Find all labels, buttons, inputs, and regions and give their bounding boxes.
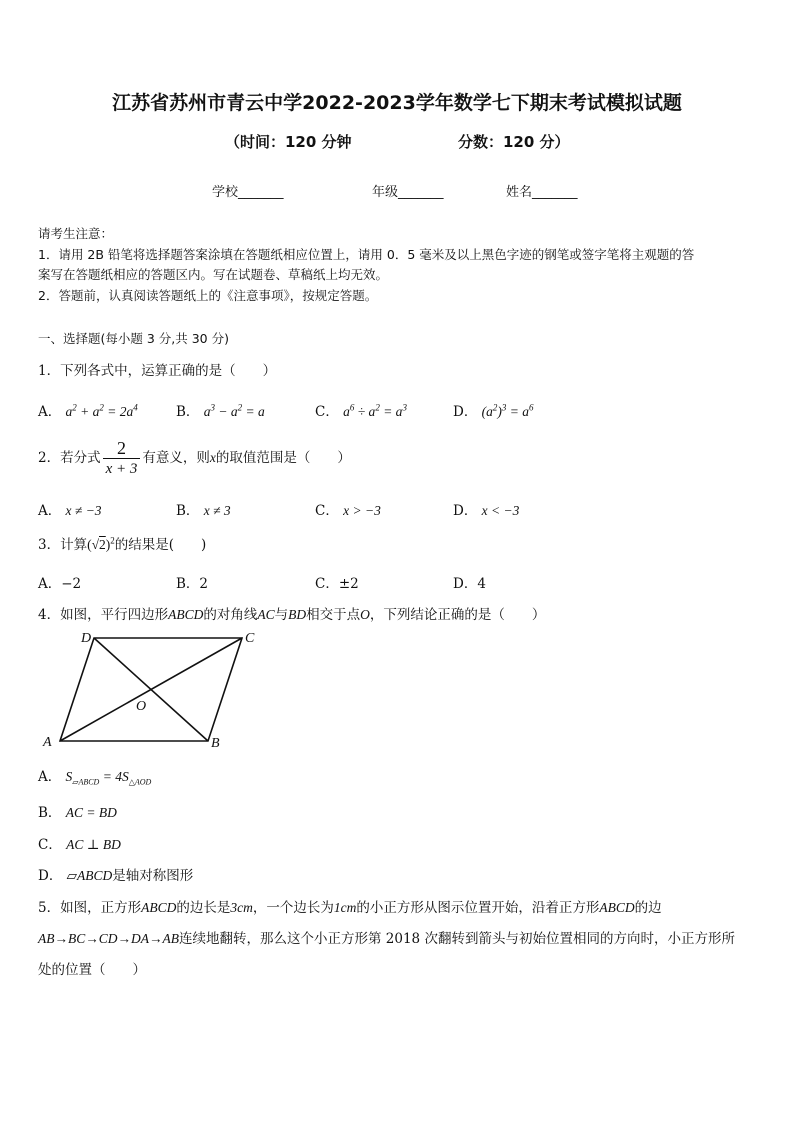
q4-mid1: 的对角线 <box>203 607 258 623</box>
q1-stem: 1．下列各式中，运算正确的是（ ） <box>38 363 277 379</box>
q2-fraction <box>103 438 141 479</box>
q2-option-a[interactable] <box>38 499 102 519</box>
q1-c-label: C． <box>315 404 339 420</box>
exam-score: 分数：120 分） <box>458 133 570 151</box>
q4-c-label: C． <box>38 837 62 853</box>
notice-line-2: 案写在答题纸相应的答题区内。写在试题卷、草稿纸上均无效。 <box>38 267 389 282</box>
q4-option-c[interactable] <box>38 833 121 853</box>
grade-field[interactable]: 年级_______ <box>372 185 444 200</box>
q3-option-d[interactable]: D．4 <box>453 576 486 592</box>
q5-len3: 3cm <box>230 900 253 915</box>
label-a: A <box>43 735 52 750</box>
q4-a-label: A． <box>38 769 62 785</box>
q2-option-d[interactable] <box>453 499 519 519</box>
q5-line-2 <box>38 927 735 947</box>
school-field[interactable]: 学校_______ <box>212 185 284 200</box>
q4-prefix: 4．如图，平行四边形 <box>38 607 169 623</box>
q4-stem <box>38 603 545 623</box>
q5-l1d: 的小正方形从图示位置开始，沿着正方形 <box>356 900 600 916</box>
q2-stem <box>38 438 351 479</box>
q2-numerator: 2 <box>103 438 141 459</box>
q4-b-expr: AC = BD <box>65 805 117 820</box>
q4-mid3: 相交于点 <box>306 607 361 623</box>
q5-l1b: 的边长是 <box>176 900 231 916</box>
q5-l2: 连续地翻转，那么这个小正方形第 2018 次翻转到箭头与初始位置相同的方向时，小正方形所 <box>179 931 735 947</box>
q4-bd: BD <box>288 607 307 622</box>
q4-ac: AC <box>257 607 275 622</box>
diagonal-bd <box>94 638 208 741</box>
q3-suffix: 的结果是( ) <box>114 537 207 553</box>
name-field[interactable]: 姓名_______ <box>506 185 578 200</box>
q5-len1: 1cm <box>333 900 357 915</box>
q5-path: AB→BC→CD→DA→AB <box>38 931 179 946</box>
q4-option-d[interactable] <box>38 864 193 884</box>
q2-c-expr: x > −3 <box>343 503 381 518</box>
q4-suffix: ，下列结论正确的是（ ） <box>369 607 546 623</box>
q3-option-c[interactable]: C．±2 <box>315 576 359 592</box>
q3-option-a[interactable]: A．−2 <box>38 576 82 592</box>
q2-option-b[interactable] <box>176 499 231 519</box>
q2-a-expr: x ≠ −3 <box>65 503 102 518</box>
q1-d-label: D． <box>453 404 478 420</box>
label-b: B <box>211 736 220 750</box>
q4-mid2: 与 <box>274 607 289 623</box>
q2-suffix: 的取值范围是（ ） <box>215 450 351 466</box>
q3-prefix: 3．计算 <box>38 537 88 553</box>
q4-d-label: D． <box>38 868 63 884</box>
q3-stem <box>38 533 206 553</box>
q4-d-expr: ▱ABCD <box>66 868 113 883</box>
q2-mid: 有意义，则 <box>142 450 210 466</box>
q3-option-b[interactable]: B．2 <box>176 576 209 592</box>
q4-a-expr: $S_{▱ABCD} = 4S_{\triangle AOD}$ <box>65 769 152 787</box>
q4-option-b[interactable] <box>38 801 117 821</box>
notice-line-3: 2．答题前，认真阅读答题纸上的《注意事项》，按规定答题。 <box>38 288 378 303</box>
q2-a-label: A． <box>38 503 62 519</box>
label-c: C <box>245 631 255 646</box>
q2-c-label: C． <box>315 503 339 519</box>
notice-line-1: 1．请用 2B 铅笔将选择题答案涂填在答题纸相应位置上，请用 0．5 毫米及以上黑色字迹的钢笔或签字笔将主观题的答 <box>38 247 695 262</box>
q5-line-3: 处的位置（ ） <box>38 962 146 978</box>
q5-l1a: 5．如图，正方形 <box>38 900 142 916</box>
q1-b-label: B． <box>176 404 200 420</box>
q2-d-label: D． <box>453 503 478 519</box>
q1-option-a[interactable]: A． $a^2 + a^2 = 2a^4$ <box>38 402 138 420</box>
q2-b-label: B． <box>176 503 200 519</box>
q1-option-b[interactable]: B． $a^3 - a^2 = a$ <box>176 402 265 420</box>
q4-option-a[interactable] <box>38 765 151 787</box>
q4-o: O <box>360 607 370 622</box>
q2-b-expr: x ≠ 3 <box>203 503 231 518</box>
q1-option-c[interactable]: C． $a^6 \div a^2 = a^3$ <box>315 402 407 420</box>
parallelogram-figure <box>38 626 268 750</box>
q5-abcd-1: ABCD <box>141 900 177 915</box>
page-title: 江苏省苏州市青云中学2022-2023学年数学七下期末考试模拟试题 <box>112 92 682 114</box>
label-o: O <box>136 699 147 714</box>
section-heading: 一、选择题(每小题 3 分,共 30 分) <box>38 331 229 346</box>
q2-option-c[interactable] <box>315 499 381 519</box>
q5-l1c: ，一个边长为 <box>252 900 334 916</box>
label-d: D <box>81 631 92 646</box>
notice-heading: 请考生注意： <box>38 226 114 241</box>
q2-var: x <box>209 450 216 465</box>
q1-a-label: A． <box>38 404 62 420</box>
exam-time: （时间：120 分钟 <box>225 133 352 151</box>
q4-c-expr: AC ⊥ BD <box>66 837 121 852</box>
q4-b-label: B． <box>38 805 62 821</box>
q2-prefix: 2．若分式 <box>38 450 101 466</box>
q2-d-expr: x < −3 <box>481 503 520 518</box>
q1-option-d[interactable]: D． $(a^2)^3 = a^6$ <box>453 402 534 420</box>
q4-d-text: 是轴对称图形 <box>112 868 194 884</box>
q2-denominator: x + 3 <box>105 461 138 477</box>
q4-abcd: ABCD <box>168 607 204 622</box>
q3-sqrt-expr: $(√2)^2$ <box>87 535 115 552</box>
q5-l1e: 的边 <box>634 900 662 916</box>
q5-abcd-2: ABCD <box>599 900 635 915</box>
q5-line-1 <box>38 896 662 916</box>
